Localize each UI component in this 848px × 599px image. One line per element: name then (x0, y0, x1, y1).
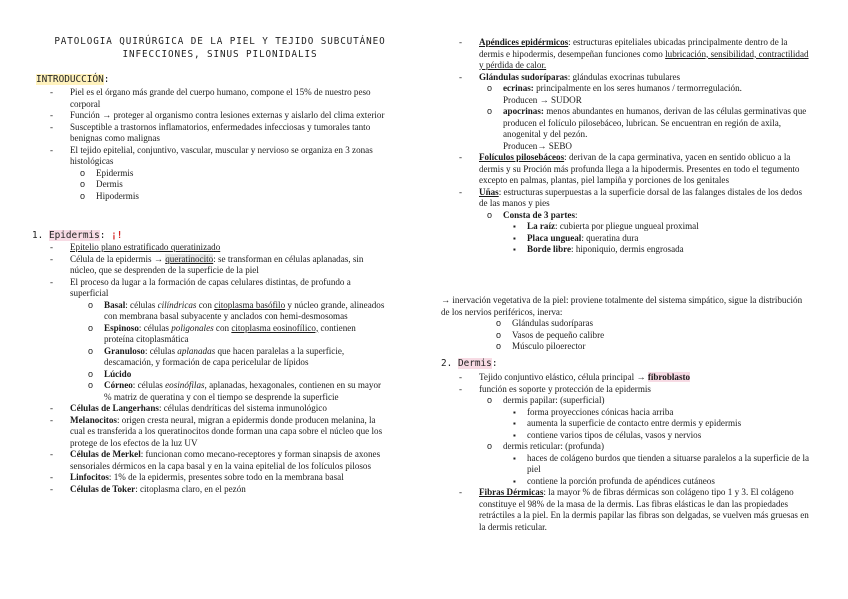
keratinocyte-post: : se transforman en células aplanadas, sin núcleo, que se desprenden de la superficie de la piel (70, 253, 364, 275)
innervation-list (496, 318, 811, 353)
layer-text: : células (138, 322, 172, 333)
innervation-item: o Vasos de pequeño calibre (496, 330, 811, 342)
intro-heading (36, 74, 109, 86)
zones-list (80, 168, 385, 203)
intro-item: - Función → proteger al organismo contra lesiones externas y aislarlo del clima exterior (50, 110, 385, 122)
eccrine-text: principalmente en los seres humanos / termorregulación. (533, 83, 742, 93)
apocrine-produce: Producen→ SEBO (503, 140, 572, 151)
cell-text: : origen cresta neural, migran a epidermis donde producen melanina, la cual es transferida a los queratinocitos donde forman una capa sobre el núcleo que los protege de los efectos de la luz UV (70, 414, 383, 448)
reticular-item: ▪ haces de colágeno burdos que tienden a situarse paralelos a la superficie de la piel (513, 453, 814, 476)
fibers-label: Fibras Dérmicas (479, 487, 544, 497)
layer-text: , aplanadas, hexagonales, contienen en su mayor % matriz de queratina y con el tiempo se desprende la superficie (104, 380, 382, 402)
apocrine-text: menos abundantes en humanos, derivan de las células germinativas que producen el folículo pilosebáceo, lubrican. Se encuentran en región de axila, anogenital y del pezón. (503, 106, 807, 139)
appendages-text: : estructuras epiteliales ubicadas principalmente dentro de la dermis e hipodermis, desempeñan funciones como (479, 37, 788, 59)
nail-part-name: Placa ungueal (527, 232, 582, 243)
layer-underline: citoplasma basófilo (214, 299, 286, 310)
papillary-label: dermis papilar: (superficial) (503, 395, 605, 405)
dermis-layer-item (487, 441, 814, 487)
nail-part-name: Borde libre (527, 244, 572, 254)
papillary-item: ▪ aumenta la superficie de contacto entre dermis y epidermis (513, 418, 814, 430)
dermis-number: 2. (441, 358, 453, 369)
nail-part-name: La raíz (527, 221, 556, 231)
glands-label: Glándulas sudoríparas (479, 71, 568, 82)
eccrine-label: ecrinas: (503, 83, 534, 93)
dermis-item2-text: función es soporte y protección de la epidermis (479, 383, 651, 394)
zone-item: o Hipodermis (80, 191, 385, 203)
cell-text: : 1% de la epidermis, presentes sobre todo en la membrana basal (108, 472, 344, 482)
layer-underline: citoplasma eosinofílico, (231, 322, 319, 333)
layer-item (88, 369, 385, 381)
innervation-item: o Músculo piloerector (496, 341, 811, 353)
intro-item (50, 145, 385, 203)
epidermis-heading-colon: : (99, 230, 106, 241)
cell-name: Células de Merkel (70, 449, 141, 459)
dermis-item (459, 372, 814, 384)
intro-item-text: El tejido epitelial, conjuntivo, vascular, muscular y nervioso se organiza en 3 zonas histológicas (70, 144, 373, 166)
title-line-1: PATOLOGIA QUIRÚRGICA DE LA PIEL Y TEJIDO SUBCUTÁNEO (54, 36, 386, 47)
layer-text: : células (144, 345, 178, 356)
apocrine-label: apocrinas: (503, 106, 544, 116)
important-mark: ¡! (111, 230, 123, 241)
epidermis-number: 1. (32, 230, 44, 241)
cell-name: Linfocitos (70, 472, 109, 482)
cell-text: : citoplasma claro, en el pezón (135, 483, 246, 494)
nail-part-item (513, 221, 809, 233)
gland-type-item (487, 106, 809, 152)
layer-text: con (213, 322, 232, 333)
nail-part-item (513, 233, 809, 245)
follicles-label: Folículos pilosebáceos (479, 152, 565, 162)
layer-em: poligonales (171, 322, 214, 333)
nails-item (459, 187, 809, 256)
fibers-item (459, 487, 814, 533)
dermis-item (459, 384, 814, 488)
reticular-label: dermis reticular: (profunda) (503, 441, 604, 451)
cell-item (50, 415, 385, 450)
nails-parts-item (487, 210, 809, 256)
innervation-text: → inervación vegetativa de la piel: proviene totalmente del sistema simpático, sigue la distribución de los nervios periféricos, inerva: (441, 295, 803, 317)
appendages-item (459, 37, 809, 72)
cell-name: Células de Langerhans (70, 403, 159, 413)
cell-item (50, 484, 385, 496)
eccrine-produce: Producen → SUDOR (503, 94, 582, 105)
innervation-item: o Glándulas sudoríparas (496, 318, 811, 330)
nails-parts (487, 210, 809, 256)
glands-types-list (487, 83, 809, 152)
cell-name: Melanocitos (70, 414, 117, 425)
layer-name: Granuloso (104, 345, 145, 356)
title-line-2: INFECCIONES, SINUS PILONIDALIS (122, 48, 318, 60)
layer-text: con (196, 299, 215, 310)
cell-item (50, 403, 385, 415)
zone-item: o Epidermis (80, 168, 385, 180)
fibers-text: : la mayor % de fibras dérmicas son colágeno tipo 1 y 3. El colágeno constituye el 98% de la masa de la dermis. Las fibras elásticas le dan las propiedades retráctiles a la piel. En la dermis papilar las fibras son delgadas, se vuelven más gruesas en la dermis reticular. (479, 487, 809, 532)
layers-list (88, 300, 385, 404)
layer-item (88, 380, 385, 403)
document-title (40, 36, 400, 61)
papillary-list (513, 407, 814, 442)
epidermis-item (50, 242, 385, 254)
nail-part-text: : queratina dura (581, 232, 639, 243)
layer-text: contienen proteína citoplasmática (104, 322, 356, 344)
epidermis-heading-text: Epidermis (48, 230, 100, 241)
innervation-block (441, 295, 811, 353)
glands-text: : glándulas exocrinas tubulares (567, 71, 681, 82)
cell-item (50, 472, 385, 484)
nails-parts-label: Consta de 3 partes (503, 209, 575, 220)
keratinocyte-term: queratinocito (165, 253, 214, 264)
cell-text: : células dendríticas del sistema inmunológico (158, 403, 327, 413)
nails-label: Uñas (479, 186, 499, 197)
layer-text: que hacen paralelas a la superficie, descamación, y formación de capa pericelular de lípidos (104, 345, 345, 367)
dermis-heading-text: Dermis (457, 358, 492, 369)
layer-item (88, 300, 385, 323)
intro-item: - Susceptible a trastornos inflamatorios, enfermedades infecciosas y tumorales tanto benignas como malignas (50, 122, 385, 145)
cell-item (50, 449, 385, 472)
papillary-item: ▪ contiene varios tipos de células, vasos y nervios (513, 430, 814, 442)
epithelium-text: Epitelio plano estratificado queratinizado (70, 242, 221, 252)
intro-heading-text: INTRODUCCIÓN (36, 74, 104, 85)
dermis-heading-colon: : (491, 358, 498, 369)
nail-part-item (513, 244, 809, 256)
nail-parts-list (513, 221, 809, 256)
dermis-layer-item (487, 395, 814, 441)
reticular-list (513, 453, 814, 488)
layer-text: : células (132, 380, 166, 390)
follicles-item (459, 152, 809, 187)
reticular-item: ▪ contiene la porción profunda de apéndices cutáneos (513, 476, 814, 488)
epidermis-heading (32, 230, 122, 242)
nail-part-text: : cubierta por pliegue ungueal proximal (555, 221, 699, 231)
dermis-list (459, 372, 814, 533)
epidermis-item (50, 254, 385, 277)
layer-em: cilíndricas (157, 299, 197, 310)
appendages-label: Apéndices epidérmicos (479, 37, 569, 47)
layer-name: Espinoso (104, 322, 139, 333)
nails-text: : estructuras superpuestas a la superficie dorsal de las falanges distales de los dedos de las manos y pies (479, 186, 803, 208)
keratinocyte-pre: Célula de la epidermis → (70, 253, 166, 264)
layer-em: eosinófilas (165, 380, 205, 390)
layer-item (88, 323, 385, 346)
fibroblast-term: fibroblasto (647, 372, 691, 382)
appendages-list (459, 37, 809, 256)
layer-text: y núcleo grande, alineados con membrana basal subyacente y anclados con hemi-desmosomas (104, 299, 385, 321)
layer-name: Córneo (104, 380, 133, 390)
layer-em: aplanadas (177, 345, 216, 356)
layer-name: Lúcido (104, 368, 132, 379)
dermis-layers (487, 395, 814, 487)
nails-parts-colon: : (575, 209, 578, 220)
dermis-heading (441, 358, 497, 370)
epidermis-item (50, 277, 385, 404)
intro-item: - Piel es el órgano más grande del cuerpo humano, compone el 15% de nuestro peso corporal (50, 87, 385, 110)
nail-part-text: : hiponiquio, dermis engrosada (571, 244, 684, 254)
glands-item (459, 72, 809, 153)
papillary-item: ▪ forma proyecciones cónicas hacia arriba (513, 407, 814, 419)
cell-name: Células de Toker (70, 483, 136, 494)
intro-list (50, 87, 385, 202)
follicles-text: : derivan de la capa germinativa, yacen en sentido oblicuo a la dermis y su Proción más profunda llega a la hipodermis. Presentes en todo el tegumento excepto en palmas, plantas, piel lampiña y porciones de los genitales (479, 152, 800, 185)
layers-intro: El proceso da lugar a la formación de capas celulares distintas, de profundo a superficial (70, 276, 351, 298)
gland-type-item (487, 83, 809, 106)
dermis-item1-text: Tejido conjuntivo elástico, célula principal → (479, 372, 648, 382)
layer-name: Basal (104, 299, 126, 310)
cell-text: : funcionan como mecano-receptores y forman sinapsis de axones sensoriales dérmicos en la capa basal y en la vaina epitelial de los folículos pilosos (70, 449, 381, 471)
intro-heading-colon: : (103, 74, 110, 85)
layer-item (88, 346, 385, 369)
zone-item: o Dermis (80, 179, 385, 191)
appendages-functions: lubricación, sensibilidad, contractilidad y pérdida de calor. (479, 48, 809, 70)
epidermis-list (50, 242, 385, 495)
layer-text: : células (125, 299, 158, 310)
